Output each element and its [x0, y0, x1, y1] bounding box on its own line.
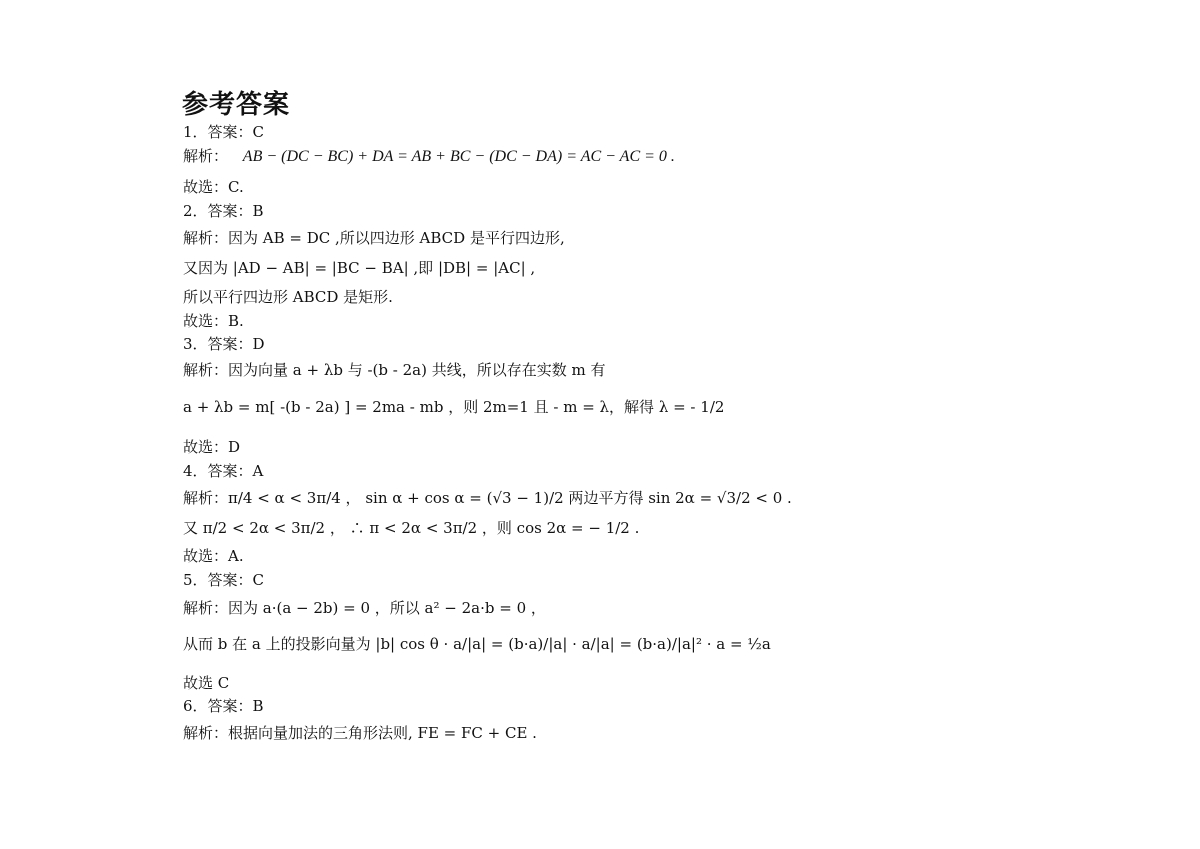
- q4-conclusion: 故选：A.: [183, 547, 244, 565]
- q6-answer: 6．答案：B: [183, 697, 264, 715]
- q1-analysis: [183, 146, 675, 167]
- q3-line2: a + λb = m[ -(b - 2a) ] = 2ma - mb ，则 2m=1 且 - m = λ，解得 λ = - 1/2: [183, 398, 725, 416]
- q2-line1: 解析：因为 AB = DC ,所以四边形 ABCD 是平行四边形,: [183, 229, 565, 247]
- q5-conclusion: 故选 C: [183, 674, 230, 692]
- q6-line1: 解析：根据向量加法的三角形法则, FE = FC + CE .: [183, 724, 537, 742]
- q3-conclusion: 故选：D: [183, 438, 241, 456]
- q4-line2: 又 π/2 < 2α < 3π/2 ， ∴ π < 2α < 3π/2 ，则 cos 2α = − 1/2 .: [183, 519, 640, 537]
- q5-answer: 5．答案：C: [183, 571, 265, 589]
- q2-answer: 2．答案：B: [183, 202, 264, 220]
- q2-line3: 所以平行四边形 ABCD 是矩形.: [183, 288, 393, 306]
- page-title: 参考答案: [182, 90, 291, 120]
- q1-conclusion: 故选：C.: [183, 178, 244, 196]
- q1-answer: 1．答案：C: [183, 123, 265, 141]
- q5-line2: 从而 b 在 a 上的投影向量为 |b| cos θ · a/|a| = (b·a)/|a| · a/|a| = (b·a)/|a|² · a = ½a: [183, 635, 771, 653]
- q1-analysis-formula: AB − (DC − BC) + DA = AB + BC − (DC − DA) = AC − AC = 0 .: [242, 148, 675, 165]
- q2-line2: 又因为 |AD − AB| = |BC − BA| ,即 |DB| = |AC| ,: [183, 259, 536, 277]
- q3-line1: 解析：因为向量 a + λb 与 -(b - 2a) 共线，所以存在实数 m 有: [183, 361, 606, 379]
- q2-conclusion: 故选：B.: [183, 312, 244, 330]
- q5-line1: 解析：因为 a·(a − 2b) = 0 ，所以 a² − 2a·b = 0 ，: [183, 599, 546, 617]
- q4-answer: 4．答案：A: [183, 462, 264, 480]
- q4-line1: 解析：π/4 < α < 3π/4 ， sin α + cos α = (√3 − 1)/2 两边平方得 sin 2α = √3/2 < 0 .: [183, 489, 792, 507]
- q1-analysis-label: 解析：: [183, 147, 229, 165]
- q3-answer: 3．答案：D: [183, 335, 265, 353]
